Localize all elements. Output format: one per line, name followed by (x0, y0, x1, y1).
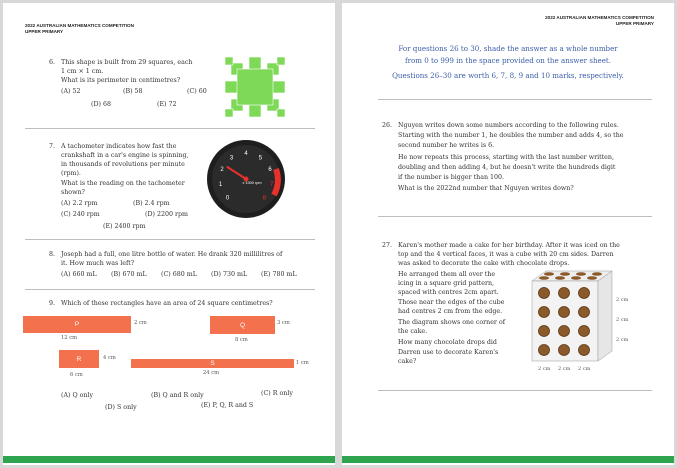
rect-q: Q (210, 316, 275, 334)
instructions (342, 43, 674, 82)
tacho-tick-label: 0 (225, 195, 230, 202)
question-text: Those near the edges of the cube (398, 299, 505, 306)
chocolate-drop (579, 345, 590, 356)
option-d[interactable]: (D) 68 (91, 101, 111, 108)
instructions-line: from 0 to 999 in the space provided on the answer sheet. (404, 56, 612, 65)
question-text: How many chocolate drops did (398, 339, 497, 346)
option-d[interactable]: (D) S only (105, 404, 137, 411)
rect-s: S (131, 359, 294, 368)
chocolate-drop (592, 272, 602, 276)
tacho-tick-label: 3 (229, 155, 234, 162)
question-text: cake? (398, 358, 417, 365)
question-number: 27. (382, 242, 393, 249)
question-text: shown? (61, 189, 85, 196)
chocolate-drop (539, 307, 550, 318)
rect-p: P (23, 316, 131, 333)
question-text: 1 cm × 1 cm. (61, 68, 104, 75)
question-text: Karen's mother made a cake for her birthday. After it was iced on the (398, 242, 620, 249)
rect-r-height: 4 cm (103, 355, 116, 361)
option-e[interactable]: (E) 72 (157, 101, 177, 108)
question-text: He arranged them all over the (398, 271, 496, 278)
chocolate-drop (559, 307, 570, 318)
left-page (3, 3, 335, 465)
question-text: spaced with centres 2cm apart. (398, 289, 499, 296)
dim-side: 2 cm (616, 297, 629, 303)
tacho-tick-label: 6 (268, 167, 272, 174)
option-b[interactable]: (B) 670 mL (111, 271, 147, 278)
chocolate-drop (555, 276, 565, 280)
chocolate-drop (559, 345, 570, 356)
divider (25, 239, 315, 240)
cake-corner-diagram (530, 269, 652, 379)
right-page (342, 3, 674, 465)
question-text: the cake. (398, 328, 428, 335)
question-text: A tachometer indicates how fast the (61, 143, 177, 150)
question-text: if the number is bigger than 100. (398, 174, 505, 181)
option-b[interactable]: (B) 2.4 rpm (133, 200, 170, 207)
question-text: Starting with the number 1, he doubles the number and adds 4, so the (398, 132, 624, 139)
question-text: (rpm). (61, 170, 81, 177)
option-b[interactable]: (B) 58 (123, 88, 143, 95)
chocolate-drop (539, 326, 550, 337)
question-number: 7. (49, 143, 56, 150)
rect-s-width: 24 cm (203, 370, 220, 376)
question-text: This shape is built from 29 squares, each (61, 59, 193, 66)
chocolate-drop (539, 276, 549, 280)
option-d[interactable]: (D) 2200 rpm (145, 211, 189, 218)
question-text: Joseph had a full, one litre bottle of water. He drank 320 millilitres of (61, 251, 283, 258)
header-title: 2022 AUSTRALIAN MATHEMATICS COMPETITION (545, 15, 654, 20)
question-text: doubling and then adding 4, but he doesn't write the hundreds digit (398, 164, 616, 171)
option-c[interactable]: (C) R only (261, 390, 293, 397)
question-text: Which of these rectangles have an area of 24 square centimetres? (61, 300, 273, 307)
option-a[interactable]: (A) 52 (61, 88, 81, 95)
question-text: Nguyen writes down some numbers according to the following rules. (398, 122, 619, 129)
question-number: 9. (49, 300, 56, 307)
chocolate-drop (539, 345, 550, 356)
cross-shape-figure (223, 55, 287, 119)
header-title: 2022 AUSTRALIAN MATHEMATICS COMPETITION (25, 23, 134, 28)
dim-bottom: 2 cm (538, 366, 551, 372)
question-text: The diagram shows one corner of (398, 319, 506, 326)
option-b[interactable]: (B) Q and R only (151, 392, 204, 399)
header-subtitle: UPPER PRIMARY (615, 20, 654, 26)
tacho-tick-label: 7 (269, 182, 274, 189)
dim-side: 2 cm (616, 317, 629, 323)
divider (378, 216, 652, 217)
option-a[interactable]: (A) 660 mL (61, 271, 97, 278)
instructions-line: For questions 26 to 30, shade the answer as a whole number (398, 44, 618, 53)
page-header (545, 15, 654, 26)
footer-bar (3, 456, 335, 463)
rect-p-height: 2 cm (134, 320, 147, 326)
chocolate-drop (579, 307, 590, 318)
question-text: had centres 2 cm from the edge. (398, 308, 503, 315)
question-text: Darren use to decorate Karen's (398, 349, 499, 356)
divider (25, 289, 315, 290)
page-header (25, 23, 134, 34)
question-text: was asked to decorate the cake with chocolate drops. (398, 260, 570, 267)
dim-side: 2 cm (616, 337, 629, 343)
question-text: He now repeats this process, starting with the last number written, (398, 154, 614, 161)
chocolate-drop (559, 288, 570, 299)
tacho-unit: x 1000 rpm (242, 181, 262, 185)
rect-p-width: 12 cm (61, 335, 78, 341)
rect-q-height: 3 cm (277, 320, 290, 326)
divider (378, 99, 652, 100)
chocolate-drop (571, 276, 581, 280)
question-text: crankshaft in a car's engine is spinning, (61, 152, 189, 159)
question-text: in thousands of revolutions per minute (61, 161, 185, 168)
option-d[interactable]: (D) 730 mL (211, 271, 248, 278)
chocolate-drop (576, 272, 586, 276)
rect-r: R (59, 350, 99, 368)
dim-bottom: 2 cm (578, 366, 591, 372)
option-c[interactable]: (C) 60 (187, 88, 207, 95)
question-text: icing in a square grid pattern, (398, 280, 495, 287)
chocolate-drop (579, 288, 590, 299)
chocolate-drop (544, 272, 554, 276)
tacho-tick-label: 2 (220, 167, 224, 174)
dim-bottom: 2 cm (558, 366, 571, 372)
tachometer-dial (206, 139, 286, 219)
tacho-tick-label: 1 (218, 182, 223, 189)
chocolate-drop (579, 326, 590, 337)
question-number: 8. (49, 251, 56, 258)
option-c[interactable]: (C) 680 mL (161, 271, 197, 278)
question-number: 26. (382, 122, 393, 129)
chocolate-drop (560, 272, 570, 276)
question-text: it. How much was left? (61, 260, 135, 267)
question-number: 6. (49, 59, 56, 66)
tacho-tick-label: 8 (262, 195, 267, 202)
question-text: What is its perimeter in centimetres? (61, 77, 181, 84)
option-c[interactable]: (C) 240 rpm (61, 211, 100, 218)
rect-q-width: 8 cm (235, 337, 248, 343)
divider (378, 390, 652, 391)
rect-s-height: 1 cm (296, 360, 309, 366)
rect-r-width: 6 cm (70, 372, 83, 378)
header-subtitle: UPPER PRIMARY (25, 28, 64, 34)
chocolate-drop (539, 288, 550, 299)
option-e[interactable]: (E) P, Q, R and S (201, 402, 254, 409)
option-a[interactable]: (A) 2.2 rpm (61, 200, 98, 207)
chocolate-drop (587, 276, 597, 280)
option-e[interactable]: (E) 780 mL (261, 271, 297, 278)
option-a[interactable]: (A) Q only (61, 392, 94, 399)
question-text: What is the reading on the tachometer (61, 180, 185, 187)
tacho-tick-label: 4 (244, 151, 248, 157)
option-e[interactable]: (E) 2400 rpm (103, 223, 146, 230)
tacho-tick-label: 5 (258, 155, 263, 162)
footer-bar (342, 456, 674, 463)
divider (25, 128, 315, 129)
question-text: What is the 2022nd number that Nguyen writes down? (398, 185, 574, 192)
instructions-line: Questions 26–30 are worth 6, 7, 8, 9 and 10 marks, respectively. (392, 71, 624, 80)
question-text: top and the 4 vertical faces, it was a cube with 20 cm sides. Darren (398, 251, 614, 258)
question-text: second number he writes is 6. (398, 142, 495, 149)
chocolate-drop (559, 326, 570, 337)
